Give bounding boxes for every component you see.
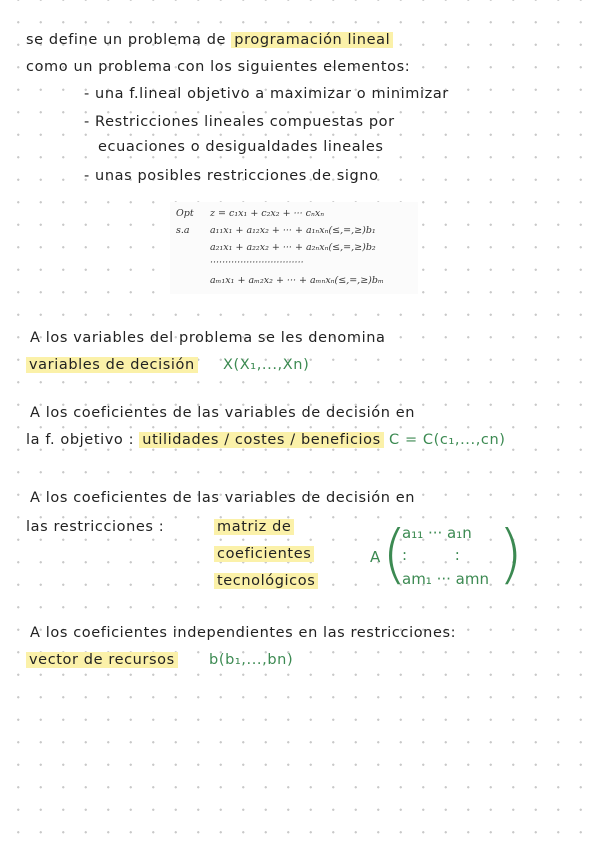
objective-line-2-text: la f. objetivo :: [26, 432, 135, 448]
formula-objective-row: [170, 208, 324, 219]
objective-line-2: [26, 432, 506, 448]
utilidades-highlight: utilidades / costes / beneficios: [139, 432, 384, 448]
tecnologicos-highlight: [214, 573, 318, 589]
constraints-line-1: A los coeficientes de las variables de decisión en: [30, 490, 416, 506]
opt-label: Opt: [176, 208, 194, 219]
intro-line-1-text: se define un problema de: [26, 32, 227, 48]
resources-line-1: A los coeficientes independientes en las restricciones:: [30, 625, 457, 641]
formula-dots: [170, 257, 304, 268]
formula-row-2: [170, 242, 376, 253]
matriz-highlight: [214, 519, 294, 535]
coeficientes-text: coeficientes: [214, 546, 314, 562]
formula-row-1: [170, 225, 376, 236]
ellipsis-row: ·······························: [210, 257, 304, 268]
formula-row-m: [170, 275, 384, 286]
right-paren-icon: ): [498, 518, 523, 592]
tecnologicos-text: tecnológicos: [214, 573, 318, 589]
programacion-lineal-highlight: programación lineal: [231, 32, 393, 48]
intro-line-1: [26, 32, 393, 48]
objective-line-1: A los coeficientes de las variables de decisión en: [30, 405, 416, 421]
opt-expression: z = c₁x₁ + c₂x₂ + ··· cₙxₙ: [210, 208, 325, 219]
cost-vector: C = C(c₁,...,cn): [389, 432, 506, 448]
sa-label: s.a: [176, 225, 190, 236]
resources-line-2: [26, 652, 293, 668]
matrix-label: A: [370, 548, 381, 566]
variables-line-2: [26, 357, 309, 373]
vector-recursos-highlight: vector de recursos: [26, 652, 178, 668]
lp-formulation: [170, 202, 418, 294]
resource-vector: b(b₁,...,bn): [209, 652, 294, 668]
bullet-sign: - unas posibles restricciones de signo: [84, 168, 379, 184]
matriz-de-text: matriz de: [214, 519, 294, 535]
intro-line-2: como un problema con los siguientes elementos:: [26, 59, 411, 75]
bullet-constraints: - Restricciones lineales compuestas por: [84, 114, 395, 130]
bullet-constraints-cont: ecuaciones o desigualdades lineales: [98, 139, 384, 155]
constraint-1: a₁₁x₁ + a₁₂x₂ + ··· + a₁ₙxₙ(≤,=,≥)b₁: [210, 225, 376, 236]
matrix-row-1: a₁₁ ··· a₁n: [402, 524, 472, 542]
matrix-row-2: : :: [402, 546, 460, 564]
constraints-line-2: las restricciones :: [26, 519, 165, 535]
matrix-row-3: am₁ ··· amn: [402, 570, 489, 588]
left-paren-icon: (: [382, 518, 407, 592]
coefficient-matrix: [370, 518, 523, 594]
constraint-2: a₂₁x₁ + a₂₂x₂ + ··· + a₂ₙxₙ(≤,=,≥)b₂: [210, 242, 376, 253]
constraint-m: aₘ₁x₁ + aₘ₂x₂ + ··· + aₘₙxₙ(≤,=,≥)bₘ: [210, 275, 384, 286]
variables-decision-highlight: variables de decisión: [26, 357, 198, 373]
decision-vector: X(X₁,...,Xn): [222, 357, 310, 373]
coeficientes-highlight: [214, 546, 314, 562]
variables-line-1: A los variables del problema se les denomina: [30, 330, 386, 346]
bullet-objective: - una f.lineal objetivo a maximizar o minimizar: [84, 86, 449, 102]
